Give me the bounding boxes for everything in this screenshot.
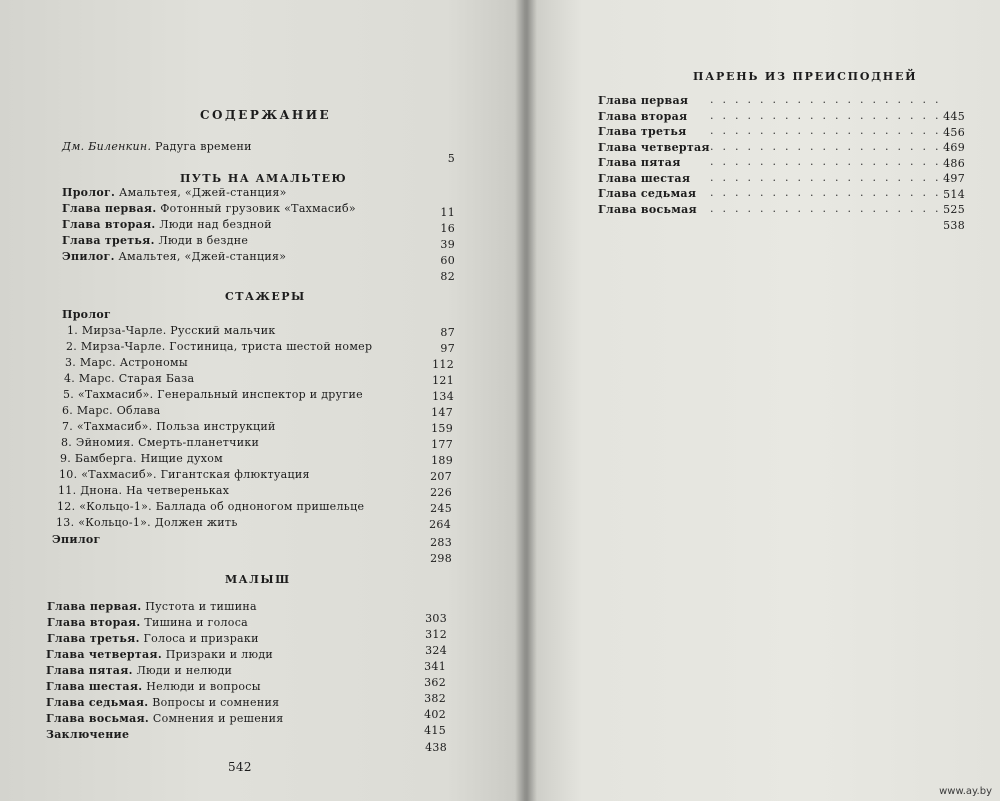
toc-entry-title: Голоса и призраки <box>143 632 259 645</box>
toc-entry-page: 312 <box>425 628 447 641</box>
dot-leader: ................... <box>710 93 948 106</box>
toc-entry-page: 87 <box>440 326 455 339</box>
toc-entry: 10. «Тахмасиб». Гигантская флюктуация <box>59 468 310 481</box>
toc-entry <box>47 600 257 614</box>
toc-entry-label: Глава третья. <box>47 632 140 645</box>
toc-entry-title: Амальтея, «Джей-станция» <box>118 186 287 199</box>
toc-entry: 1. Мирза-Чарле. Русский мальчик <box>67 324 276 337</box>
dot-leader: ................... <box>710 155 948 168</box>
toc-entry-page: 11 <box>440 206 455 219</box>
toc-entry-page: 189 <box>431 454 453 467</box>
toc-entry: 9. Бамберга. Нищие духом <box>60 452 223 465</box>
toc-entry <box>62 250 286 264</box>
toc-entry-label: Глава восьмая. <box>46 712 150 725</box>
toc-entry-page: 382 <box>424 692 446 705</box>
toc-entry-page: 97 <box>440 342 455 355</box>
toc-entry-page: 402 <box>424 708 446 721</box>
toc-entry-page: 303 <box>425 612 447 625</box>
toc-entry-title: Нелюди и вопросы <box>146 680 261 693</box>
toc-entry-page: 362 <box>424 676 446 689</box>
epilogue-page: 283 <box>430 536 452 549</box>
toc-entry <box>46 664 232 678</box>
toc-entry-page: 177 <box>431 438 453 451</box>
toc-entry-title: Призраки и люди <box>165 648 274 661</box>
toc-entry: 8. Эйномия. Смерть-планетчики <box>61 436 260 449</box>
toc-entry: 12. «Кольцо-1». Баллада об одноногом пришельце <box>57 500 365 513</box>
chapter-label: Глава четвертая <box>598 140 710 154</box>
toc-entry <box>46 696 279 710</box>
conclusion-page: 438 <box>425 741 447 754</box>
toc-entry-label: Глава пятая. <box>46 664 133 677</box>
toc-entry-label: Пролог. <box>62 186 116 199</box>
toc-entry <box>62 218 272 232</box>
chapter-label: Глава шестая <box>598 171 691 185</box>
toc-entry: 3. Марс. Астрономы <box>65 356 188 369</box>
toc-entry-label: Глава вторая. <box>47 616 141 629</box>
toc-entry-page: 112 <box>432 358 454 371</box>
contents-title: СОДЕРЖАНИЕ <box>200 108 332 122</box>
toc-entry-page: 159 <box>431 422 453 435</box>
chapter-page: 538 <box>943 218 965 232</box>
toc-entry-page: 147 <box>431 406 453 419</box>
section-heading-malysh: МАЛЫШ <box>225 573 291 586</box>
toc-entry-page: 226 <box>430 486 452 499</box>
toc-entry-label: Глава первая. <box>62 202 157 215</box>
dot-leader: ................... <box>710 186 948 199</box>
toc-entry-title: Люди над бездной <box>159 218 272 231</box>
chapter-page: 486 <box>943 156 965 170</box>
chapter-page: 497 <box>943 172 965 185</box>
toc-entry-label: Глава третья. <box>62 234 155 247</box>
toc-entry <box>46 712 284 726</box>
chapter-label: Глава первая <box>598 94 689 107</box>
toc-entry: 7. «Тахмасиб». Польза инструкций <box>62 420 276 433</box>
toc-entry <box>47 632 259 646</box>
dot-leader: ................... <box>710 201 948 215</box>
toc-entry-page: 207 <box>430 470 452 483</box>
chapter-label: Глава вторая <box>598 109 688 123</box>
toc-entry-page: 264 <box>429 518 451 531</box>
toc-entry-title: Тишина и голоса <box>144 616 249 629</box>
toc-entry-label: Глава вторая. <box>62 218 156 231</box>
chapter-label: Глава восьмая <box>598 202 697 216</box>
toc-entry-title: Люди и нелюди <box>136 664 233 677</box>
toc-entry-label: Глава первая. <box>47 600 142 613</box>
toc-entry <box>46 680 261 694</box>
toc-entry-label: Эпилог. <box>62 250 115 263</box>
prologue-label: Пролог <box>62 308 112 321</box>
epilogue-label: Эпилог <box>52 533 101 546</box>
chapter-page: 469 <box>943 141 965 154</box>
chapter-page: 525 <box>943 203 965 216</box>
toc-entry: 4. Марс. Старая База <box>64 372 195 385</box>
toc-entry-page: 82 <box>440 270 455 283</box>
toc-entry: 11. Днона. На четвереньках <box>58 484 230 497</box>
conclusion-label: Заключение <box>46 728 130 741</box>
chapter-page: 445 <box>943 110 965 123</box>
preface-entry: Дм. Биленкин. Радуга времени <box>62 140 252 153</box>
chapter-label: Глава пятая <box>598 156 681 169</box>
dot-leader: ................... <box>710 139 948 153</box>
toc-entry-page: 60 <box>440 254 455 267</box>
chapter-label: Глава третья <box>598 125 687 138</box>
toc-entry-page: 134 <box>432 390 454 403</box>
toc-entry-page: 39 <box>440 238 455 251</box>
toc-entry <box>47 616 248 630</box>
dot-leader: ................... <box>710 170 948 184</box>
toc-entry: 13. «Кольцо-1». Должен жить <box>56 516 238 529</box>
toc-entry <box>62 202 356 216</box>
chapter-page: 514 <box>943 187 965 201</box>
toc-entry: 5. «Тахмасиб». Генеральный инспектор и другие <box>63 388 363 401</box>
toc-entry: 6. Марс. Облава <box>62 404 161 417</box>
toc-entry-label: Глава шестая. <box>46 680 143 693</box>
chapter-label: Глава седьмая <box>598 187 697 200</box>
dot-leader: ................... <box>710 124 948 137</box>
toc-entry-title: Вопросы и сомнения <box>152 696 280 709</box>
toc-entry-page: 415 <box>424 724 446 737</box>
toc-entry-page: 121 <box>432 374 454 387</box>
folio-page-number: 542 <box>228 760 252 774</box>
toc-entry-page: 245 <box>430 502 452 515</box>
toc-entry-label: Глава четвертая. <box>46 648 162 661</box>
toc-entry <box>46 648 273 662</box>
preface-page: 5 <box>447 152 455 165</box>
right-page <box>525 0 1000 801</box>
toc-entry-label: Глава седьмая. <box>46 696 149 709</box>
toc-entry: 2. Мирза-Чарле. Гостиница, триста шестой номер <box>66 340 373 353</box>
toc-entry-title: Амальтея, «Джей-станция» <box>118 250 287 263</box>
chapter-page: 456 <box>943 125 965 139</box>
section-heading-paren: ПАРЕНЬ ИЗ ПРЕИСПОДНЕЙ <box>693 70 918 83</box>
book-gutter <box>515 0 537 801</box>
watermark: www.ay.by <box>939 786 992 797</box>
toc-entry <box>62 234 248 248</box>
toc-entry <box>62 186 287 200</box>
section-heading-amalthea: ПУТЬ НА АМАЛЬТЕЮ <box>180 172 348 185</box>
section2-end-page: 298 <box>430 552 452 565</box>
toc-entry-page: 341 <box>424 660 446 673</box>
toc-entry-title: Люди в бездне <box>158 234 249 247</box>
toc-entry-title: Пустота и тишина <box>145 600 257 613</box>
toc-entry-page: 16 <box>440 222 455 235</box>
section-heading-stazhery: СТАЖЕРЫ <box>225 290 306 303</box>
toc-entry-title: Сомнения и решения <box>152 712 284 725</box>
toc-entry-page: 324 <box>425 644 447 657</box>
dot-leader: ................... <box>710 108 948 122</box>
toc-entry-title: Фотонный грузовик «Тахмасиб» <box>160 202 356 215</box>
